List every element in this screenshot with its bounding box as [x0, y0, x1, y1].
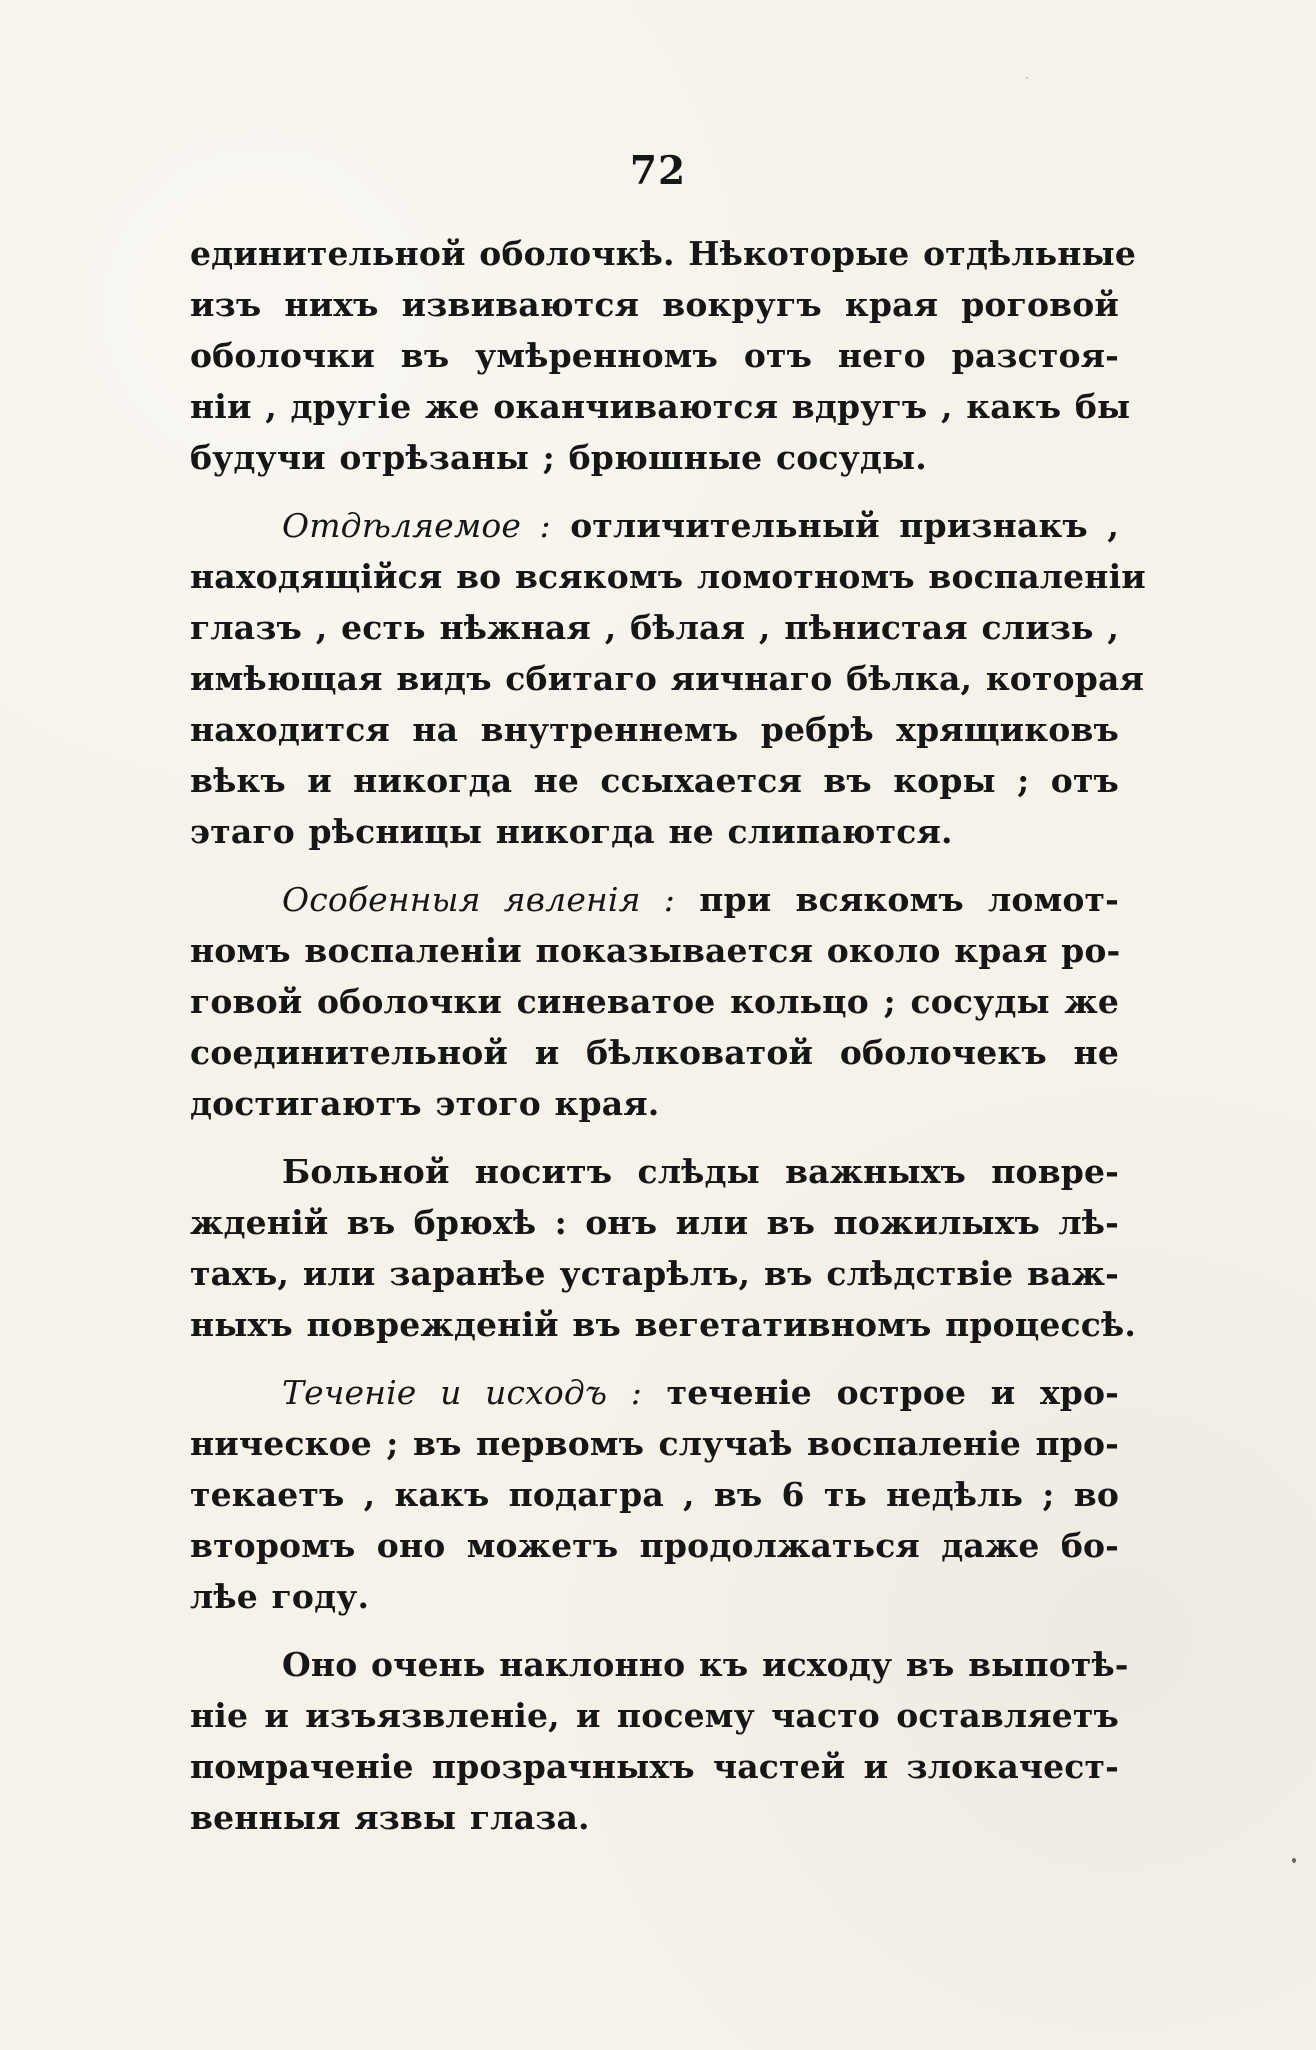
section-term-course-outcome: Теченіе и исходъ : — [282, 1373, 642, 1412]
paragraph-3-line-1-text: при всякомъ ломот- — [699, 880, 1119, 919]
paragraph-3-line-5: достигаютъ этого края. — [190, 1084, 660, 1123]
paragraph-5-line-1-text: теченіе острое и хро- — [666, 1373, 1119, 1412]
section-term-secretion: Отдѣляемое : — [282, 506, 551, 545]
paragraph-6-line-3: помраченіе прозрачныхъ частей и злокачест- — [190, 1747, 1119, 1786]
paragraph-5 — [190, 1367, 1119, 1622]
paragraph-1 — [190, 228, 1136, 483]
paragraph-3-line-3: говой оболочки синеватое кольцо ; сосуды же — [190, 982, 1119, 1021]
section-term-special-signs: Особенныя явленія : — [282, 880, 676, 919]
paragraph-3-line-2: номъ воспаленіи показывается около края ро- — [190, 931, 1121, 970]
paragraph-1-line-4: ніи , другіе же оканчиваются вдругъ , какъ бы — [190, 387, 1131, 426]
paper-speck — [1026, 77, 1028, 79]
paragraph-2 — [190, 500, 1146, 857]
paragraph-2-line-1 — [190, 500, 1119, 551]
paragraph-6-line-2: ніе и изъязвленіе, и посему часто оставляетъ — [190, 1696, 1119, 1735]
paragraph-6 — [190, 1639, 1129, 1843]
paragraph-5-line-1 — [190, 1367, 1119, 1418]
paragraph-2-line-3: глазъ , есть нѣжная , бѣлая , пѣнистая слизь , — [190, 608, 1119, 647]
paragraph-1-line-3: оболочки въ умѣренномъ отъ него разстоя- — [190, 336, 1119, 375]
paragraph-4 — [190, 1146, 1136, 1350]
paragraph-5-line-5: лѣе году. — [190, 1577, 370, 1616]
paragraph-2-line-6: вѣкъ и никогда не ссыхается въ коры ; отъ — [190, 761, 1119, 800]
paragraph-4-line-1: Больной носитъ слѣды важныхъ повре- — [282, 1152, 1119, 1191]
paragraph-2-line-5: находится на внутреннемъ ребрѣ хрящиковъ — [190, 710, 1119, 749]
paragraph-3-line-1 — [190, 874, 1119, 925]
paragraph-2-line-4: имѣющая видъ сбитаго яичнаго бѣлка, которая — [190, 659, 1145, 698]
paragraph-1-line-2: изъ нихъ извиваются вокругъ края роговой — [190, 285, 1119, 324]
paragraph-3-line-4: соединительной и бѣлковатой оболочекъ не — [190, 1033, 1119, 1072]
paragraph-6-line-4: венныя язвы глаза. — [190, 1798, 590, 1837]
page-number: 72 — [629, 148, 687, 194]
paragraph-1-line-1: единительной оболочкѣ. Нѣкоторые отдѣльные — [190, 234, 1136, 273]
paragraph-4-line-2: жденій въ брюхѣ : онъ или въ пожилыхъ лѣ- — [190, 1203, 1119, 1242]
paragraph-5-line-4: второмъ оно можетъ продолжаться даже бо- — [190, 1526, 1119, 1565]
paragraph-6-line-1: Оно очень наклонно къ исходу въ выпотѣ- — [282, 1645, 1129, 1684]
paragraph-3 — [190, 874, 1119, 1129]
paper-speck — [1292, 1858, 1296, 1863]
paragraph-2-line-7: этаго рѣсницы никогда не слипаются. — [190, 812, 953, 851]
text-body — [190, 228, 1146, 1843]
paragraph-2-line-2: находящійся во всякомъ ломотномъ воспаленіи — [190, 557, 1146, 596]
paragraph-5-line-2: ническое ; въ первомъ случаѣ воспаленіе про- — [190, 1424, 1119, 1463]
paragraph-4-line-3: тахъ, или заранѣе устарѣлъ, въ слѣдствіе важ- — [190, 1254, 1119, 1293]
paragraph-1-line-5: будучи отрѣзаны ; брюшные сосуды. — [190, 438, 927, 477]
paragraph-4-line-4: ныхъ поврежденій въ вегетативномъ процессѣ. — [190, 1305, 1136, 1344]
paragraph-2-line-1-text: отличительный признакъ , — [570, 506, 1119, 545]
paragraph-5-line-3: текаетъ , какъ подагра , въ 6 ть недѣль ; во — [190, 1475, 1119, 1514]
